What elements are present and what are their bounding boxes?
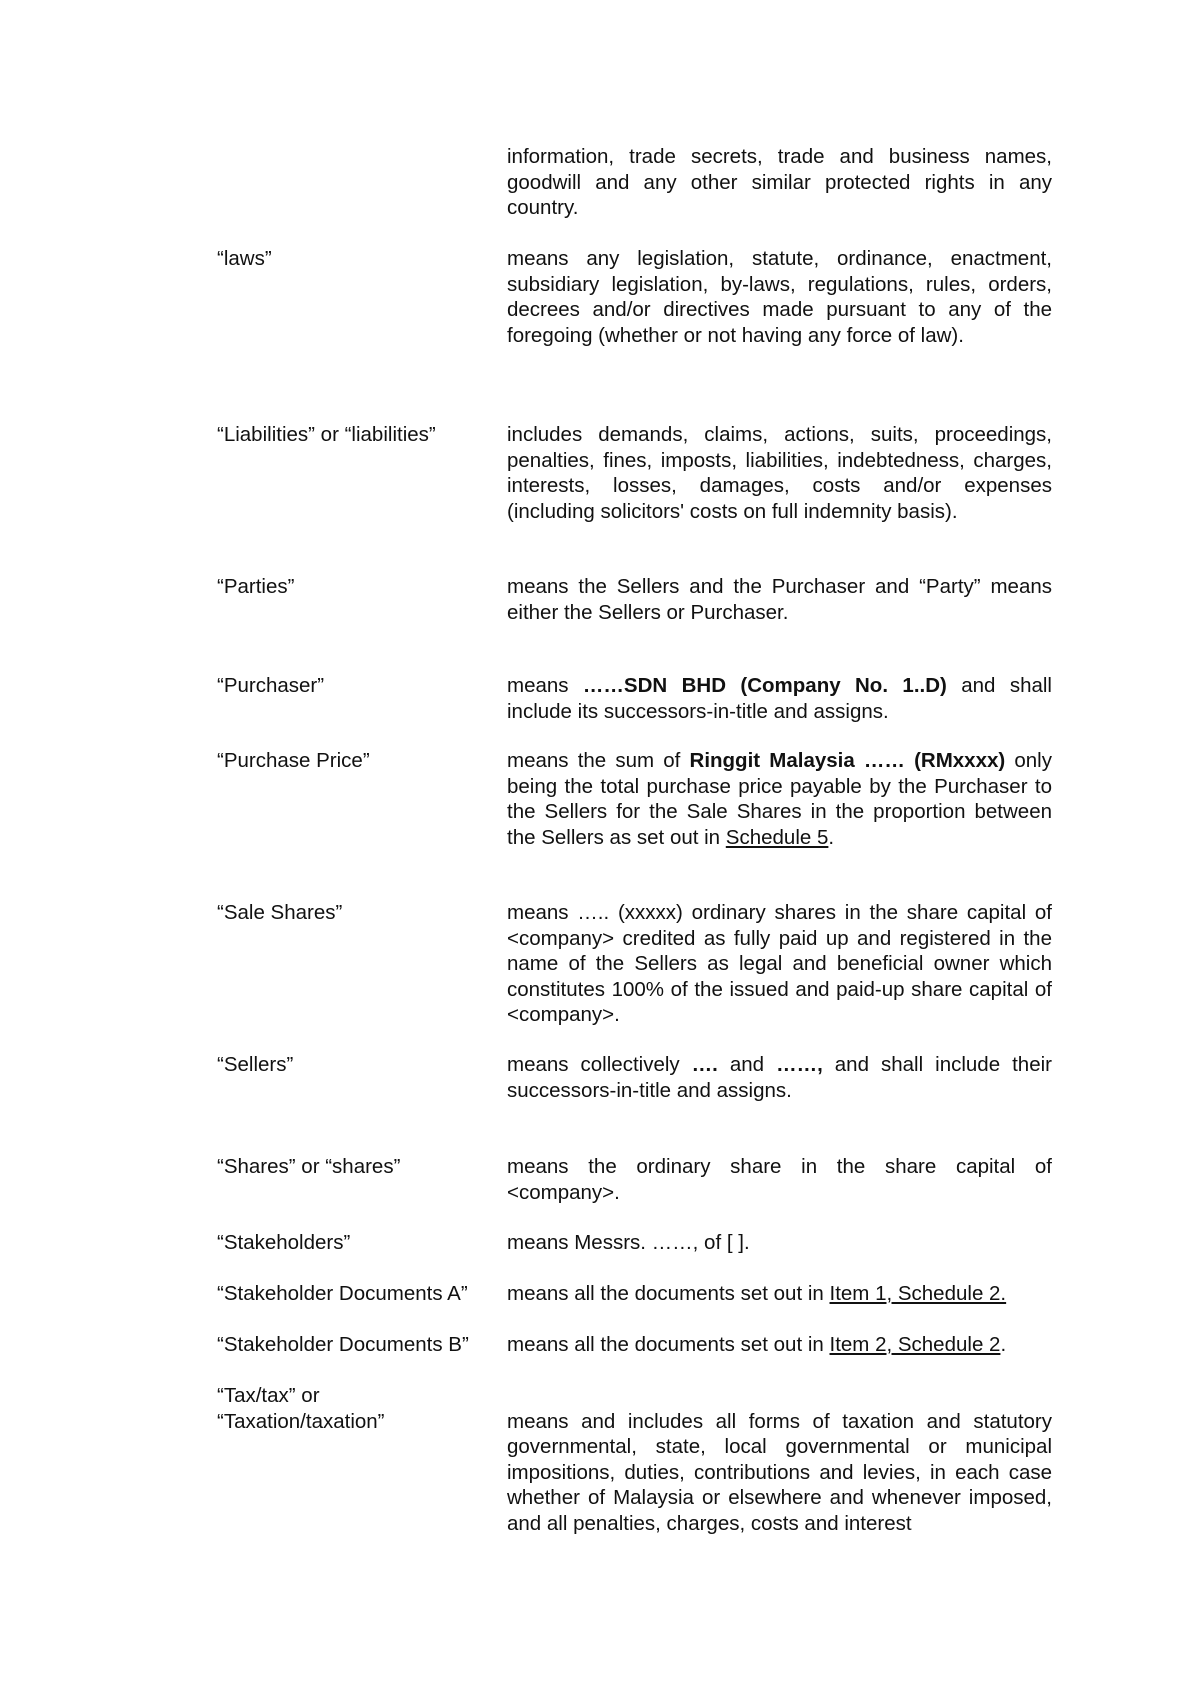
defined-term: “Liabilities” or “liabilities” <box>217 423 436 446</box>
term-definition <box>507 673 1052 724</box>
definition-text: means the sum of <box>507 749 690 772</box>
term-definition <box>507 1332 1052 1358</box>
term-definition <box>507 748 1052 850</box>
definition-text: includes demands, claims, actions, suits, proceedings, penalties, fines, imposts, liabilities, indebtedness, charges, interests, losses, damages, costs and/or expenses (including solicitors' costs on full indemnity basis). <box>507 423 1052 523</box>
seller-placeholder: …. <box>691 1053 718 1076</box>
definition-text: information, trade secrets, trade and business names, goodwill and any other similar protected rights in any country. <box>507 145 1052 219</box>
term-definition <box>507 1230 1052 1256</box>
term-definition <box>507 1281 1052 1307</box>
defined-term: “Sellers” <box>217 1053 294 1076</box>
definition-text: only being the total purchase price payable by the Purchaser to the Sellers for the Sale Shares in the proportion between the Sellers as set out in <box>507 749 1052 849</box>
definition-text: means the Sellers and the Purchaser and “Party” means either the Sellers or Purchaser. <box>507 575 1052 624</box>
defined-term: “Stakeholders” <box>217 1231 351 1254</box>
defined-term: “Stakeholder Documents A” <box>217 1282 468 1305</box>
schedule-reference: Item 2, Schedule 2 <box>829 1333 1001 1356</box>
term-definition <box>507 246 1052 348</box>
definition-text: means <box>507 674 583 697</box>
term-definition <box>507 574 1052 625</box>
defined-term: “Purchase Price” <box>217 749 370 772</box>
definition-text: and shall include its successors-in-title and assigns. <box>507 674 1052 723</box>
defined-term: “laws” <box>217 247 272 270</box>
term-definition <box>507 1409 1052 1537</box>
definition-text: means ….. (xxxxx) ordinary shares in the share capital of <company> credited as fully paid up and registered in the name of the Sellers as legal and beneficial owner which constitutes 100% of the issued and paid-up share capital of <company>. <box>507 901 1052 1026</box>
defined-term: “Shares” or “shares” <box>217 1155 401 1178</box>
seller-placeholder: ……, <box>776 1053 823 1076</box>
schedule-reference: Item 1, Schedule 2. <box>829 1282 1007 1305</box>
definition-text: and shall include their successors-in-title and assigns. <box>507 1053 1052 1102</box>
schedule-reference: Schedule 5 <box>725 825 829 849</box>
defined-term: “Tax/tax” or “Taxation/taxation” <box>217 1384 385 1433</box>
defined-term: “Purchaser” <box>217 674 325 697</box>
definition-text: means all the documents set out in <box>507 1333 830 1356</box>
definition-text: and <box>717 1053 777 1076</box>
company-name: ……SDN BHD (Company No. 1..D) <box>582 674 947 697</box>
definition-text: means Messrs. ……, of [ ]. <box>507 1231 750 1254</box>
definition-text: means any legislation, statute, ordinance, enactment, subsidiary legislation, by-laws, regulations, rules, orders, decrees and/or directives made pursuant to any of the foregoing (whether or not having any force of law). <box>507 247 1052 347</box>
term-definition <box>507 422 1052 524</box>
price-amount: Ringgit Malaysia …… (RMxxxx) <box>689 749 1006 772</box>
definition-text: means and includes all forms of taxation and statutory governmental, state, local governmental or municipal impositions, duties, contributions and levies, in each case whether of Malaysia or elsewhere and whenever imposed, and all penalties, charges, costs and interest <box>507 1409 1052 1535</box>
term-definition <box>507 144 1052 221</box>
term-definition <box>507 900 1052 1028</box>
defined-term: “Stakeholder Documents B” <box>217 1333 469 1356</box>
definition-text: . <box>828 825 835 849</box>
defined-term: “Sale Shares” <box>217 901 343 924</box>
term-definition <box>507 1154 1052 1205</box>
definition-text: means collectively <box>507 1053 692 1076</box>
definition-text: . <box>1000 1333 1007 1356</box>
term-definition <box>507 1052 1052 1103</box>
definition-text: means the ordinary share in the share capital of <company>. <box>507 1155 1052 1204</box>
defined-term: “Parties” <box>217 575 295 598</box>
definition-text: means all the documents set out in <box>507 1282 830 1305</box>
